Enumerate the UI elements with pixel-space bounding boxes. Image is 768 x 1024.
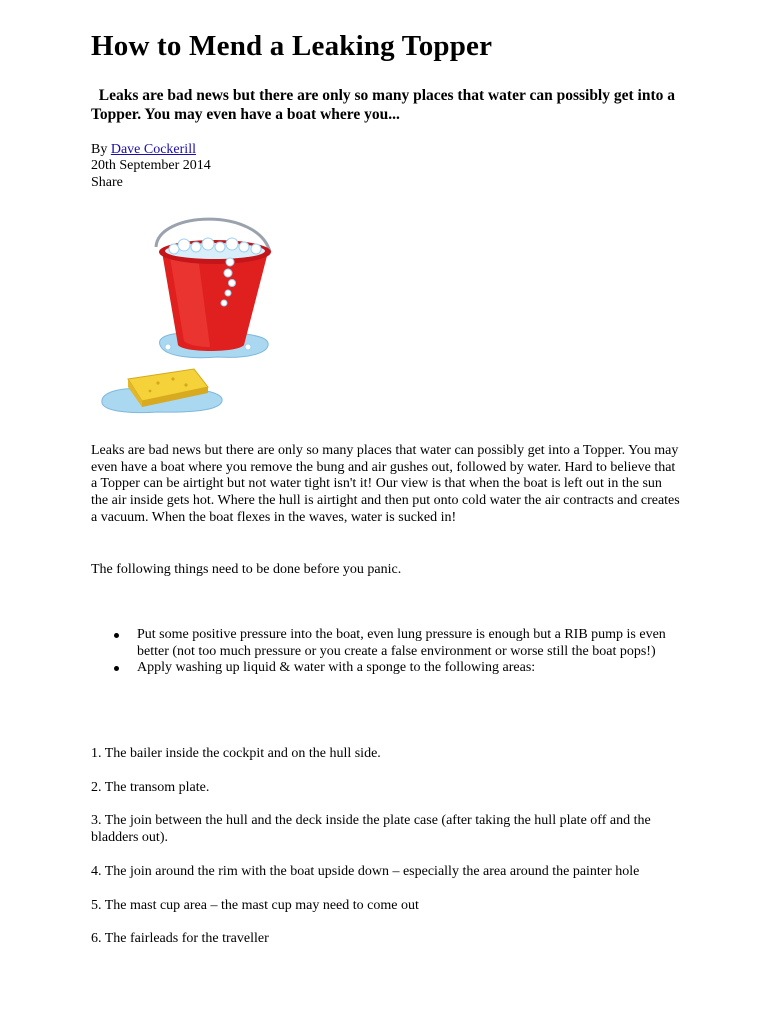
author-link[interactable]: Dave Cockerill xyxy=(110,142,196,157)
bullet-text: Apply washing up liquid & water with a sponge to the following areas: xyxy=(137,660,536,676)
publish-date: 20th September 2014 xyxy=(91,158,211,173)
bullet-item xyxy=(91,627,676,660)
area-item: 2. The transom plate. xyxy=(91,779,210,795)
byline-prefix: By xyxy=(91,142,111,157)
panic-paragraph: The following things need to be done before you panic. xyxy=(91,562,402,577)
article-summary-text: Leaks are bad news but there are only so many places that water can possibly get into a Topper. You may even have a boat where you... xyxy=(91,87,675,123)
bucket-and-sponge-illustration xyxy=(98,207,278,417)
share-link[interactable]: Share xyxy=(91,175,123,190)
article-summary xyxy=(91,86,691,124)
area-item: 5. The mast cup area – the mast cup may need to come out xyxy=(91,897,419,913)
article-title: How to Mend a Leaking Topper xyxy=(91,30,493,62)
areas-list xyxy=(91,746,681,965)
byline xyxy=(91,141,196,158)
area-item: 6. The fairleads for the traveller xyxy=(91,931,269,947)
area-item: 3. The join between the hull and the deck inside the plate case (after taking the hull plate off and the bladders out). xyxy=(91,813,651,846)
area-item: 4. The join around the rim with the boat upside down – especially the area around the painter hole xyxy=(91,863,640,879)
checklist-bullets xyxy=(91,627,676,677)
bullet-item xyxy=(91,660,676,677)
bullet-dot-icon xyxy=(114,633,119,638)
bullet-text: Put some positive pressure into the boat, even lung pressure is enough but a RIB pump is even better (not too much pressure or you create a false environment or worse still the boat pops!) xyxy=(137,627,666,659)
bullet-dot-icon xyxy=(114,666,119,671)
intro-paragraph: Leaks are bad news but there are only so many places that water can possibly get into a Topper. You may even have a boat where you remove the bung and air gushes out, followed by water. Hard to believe that a Topper can be airtight but not water tight isn't it! Our view is that when the boat is left out in the sun the air inside gets hot. Where the hull is airtight and then put onto cold water the air contracts and creates a vacuum. When the boat flexes in the waves, water is sucked in! xyxy=(91,443,680,525)
area-item: 1. The bailer inside the cockpit and on the hull side. xyxy=(91,746,381,761)
